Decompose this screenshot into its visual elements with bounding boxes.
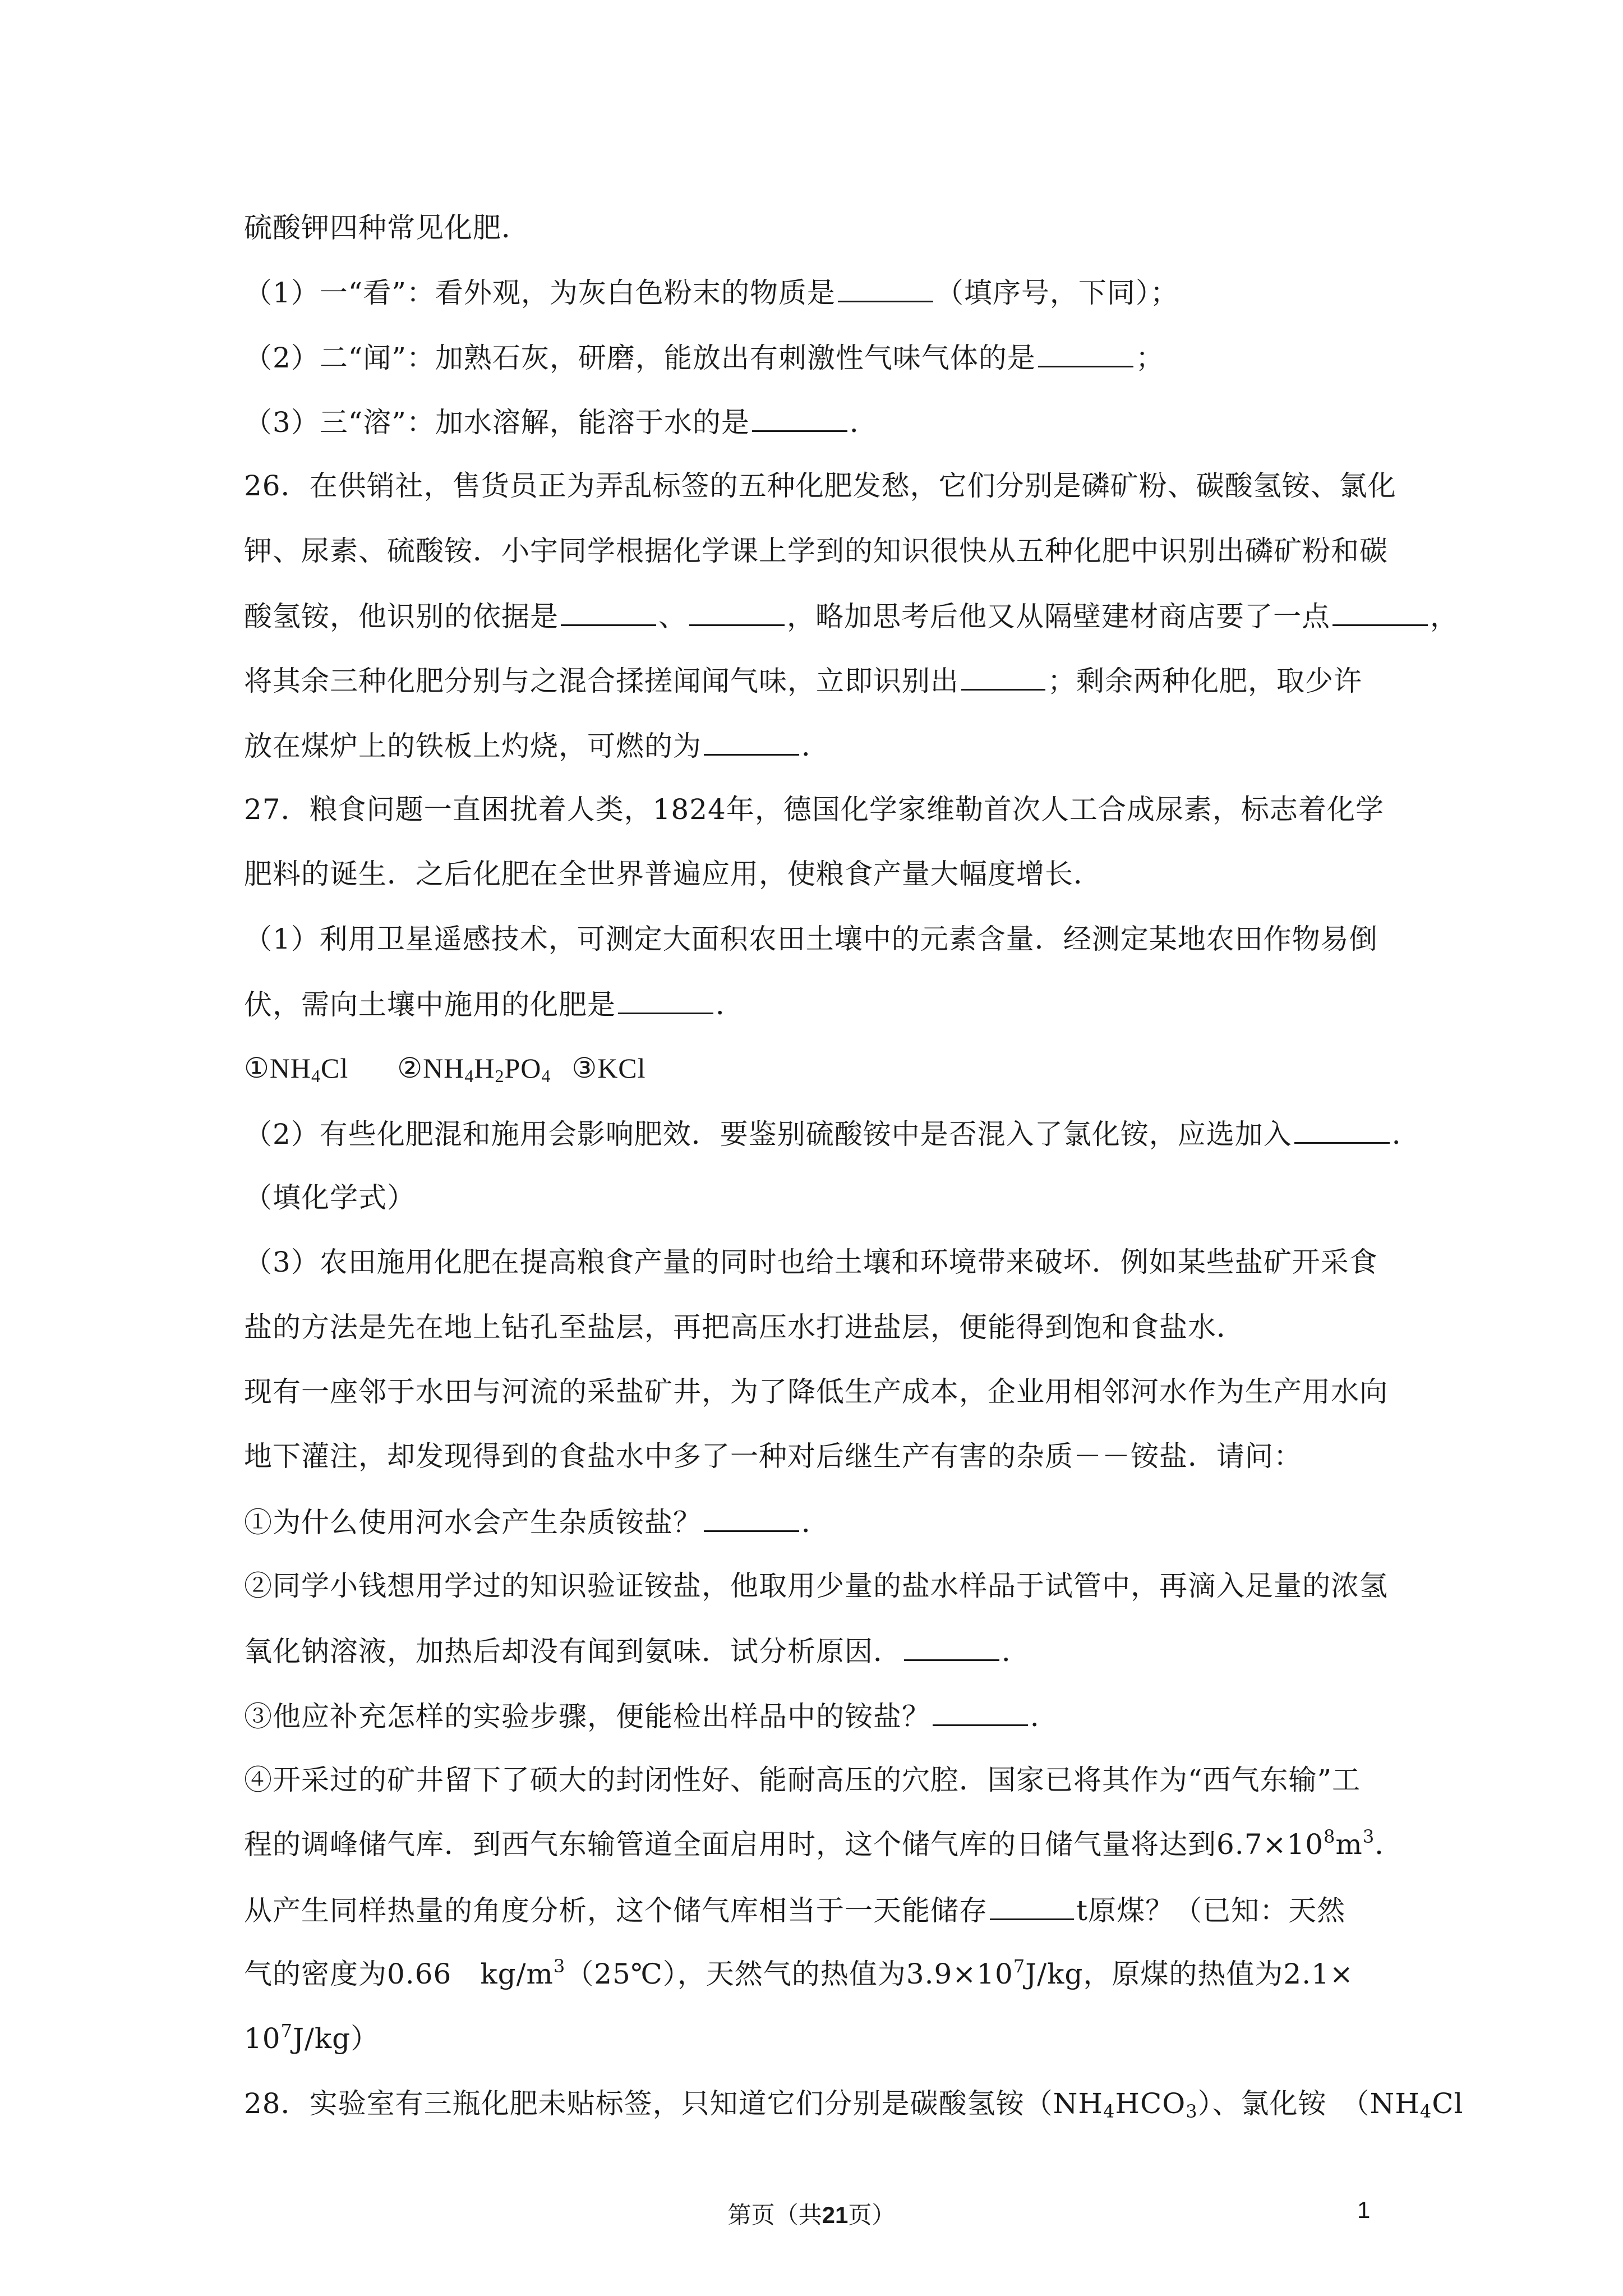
sub-question-3: ③他应补充怎样的实验步骤，便能检出样品中的铵盐？ ．	[244, 1697, 1399, 1734]
option-1: $①NH_4Cl$	[244, 1052, 349, 1086]
answer-blank[interactable]	[618, 986, 713, 1014]
question-27-part-1-line-1: （1）利用卫星遥感技术，可测定大面积农田土壤中的元素含量．经测定某地农田作物易倒	[244, 923, 1378, 955]
option-3: ③KCl	[571, 1052, 646, 1084]
option-2: $②NH_4H_2PO_4$	[397, 1052, 551, 1086]
sub-question-4-line-4: 气的密度为0.66 $kg/m^3(25℃)$，天然气的热值为$3.9\times 10^7J/kg$，原煤的热值为2.1×	[244, 1955, 1354, 1990]
options-line	[244, 1050, 1399, 1086]
answer-blank[interactable]	[704, 727, 799, 756]
answer-blank[interactable]	[838, 274, 933, 302]
question-25-part-2: （2）二“闻”：加熟石灰，研磨，能放出有刺激性气味气体的是 ；	[244, 339, 1399, 376]
answer-blank[interactable]	[961, 662, 1045, 691]
question-26-line-3: 酸氢铵，他识别的依据是 、 ，略加思考后他又从隔壁建材商店要了一点 ，	[244, 597, 1399, 634]
text-line: 硫酸钾四种常见化肥．	[244, 211, 530, 244]
question-27-line-1: 27．粮食问题一直困扰着人类，1824年，德国化学家维勒首次人工合成尿素，标志着化学	[244, 793, 1384, 826]
question-27-part-3-line-3: 现有一座邻于水田与河流的采盐矿井，为了降低生产成本，企业用相邻河水作为生产用水向	[244, 1375, 1388, 1408]
sub-question-2-line-2: 氧化钠溶液，加热后却没有闻到氨味．试分析原因． ．	[244, 1632, 1399, 1669]
question-25-part-1: （1）一“看”：看外观，为灰白色粉末的物质是 （填序号，下同）；	[244, 274, 1399, 311]
total-pages: 21	[822, 2202, 849, 2228]
sub-question-4-line-2: 程的调峰储气库．到西气东输管道全面启用时，这个储气库的日储气量将达到$6.7\times 10^8m^3$．	[244, 1826, 1404, 1861]
answer-blank[interactable]	[1038, 339, 1133, 367]
answer-blank[interactable]	[704, 1503, 799, 1532]
question-27-part-2-line-1: （2）有些化肥混和施用会影响肥效．要鉴别硫酸铵中是否混入了氯化铵，应选加入 ．	[244, 1115, 1399, 1152]
question-26-line-5: 放在煤炉上的铁板上灼烧，可燃的为 ．	[244, 727, 1399, 764]
question-26-line-2: 钾、尿素、硫酸铵．小宇同学根据化学课上学到的知识很快从五种化肥中识别出磷矿粉和碳	[244, 535, 1388, 567]
question-27-part-1-line-2: 伏，需向土壤中施用的化肥是 ．	[244, 986, 1399, 1023]
answer-blank[interactable]	[689, 597, 785, 626]
answer-blank[interactable]	[561, 597, 656, 626]
sub-question-4-line-5: $10^7J/kg$）	[244, 2020, 380, 2055]
question-26-line-1: 26．在供销社，售货员正为弄乱标签的五种化肥发愁，它们分别是磷矿粉、碳酸氢铵、氯化	[244, 470, 1396, 502]
page-footer: 第页（共21页）	[727, 2202, 896, 2228]
question-27-part-2-line-2: （填化学式）	[244, 1181, 416, 1214]
question-26-line-4: 将其余三种化肥分别与之混合揉搓闻闻气味，立即识别出 ；剩余两种化肥，取少许	[244, 662, 1399, 699]
answer-blank[interactable]	[1332, 597, 1428, 626]
page-number: 1	[1357, 2197, 1371, 2223]
answer-blank[interactable]	[990, 1892, 1074, 1920]
sub-question-1: ①为什么使用河水会产生杂质铵盐？ ．	[244, 1503, 1399, 1540]
question-28-line-1: 28．实验室有三瓶化肥未贴标签，只知道它们分别是碳酸氢铵$(NH_4HCO_3)$、氯化铵 （$NH_4Cl$	[244, 2087, 1464, 2122]
answer-blank[interactable]	[933, 1697, 1028, 1726]
question-27-part-3-line-4: 地下灌注，却发现得到的食盐水中多了一种对后继生产有害的杂质－－铵盐．请问：	[244, 1440, 1302, 1473]
answer-blank[interactable]	[904, 1632, 999, 1661]
sub-question-4-line-1: ④开采过的矿井留下了硕大的封闭性好、能耐高压的穴腔．国家已将其作为“西气东输”工	[244, 1764, 1361, 1796]
question-27-line-2: 肥料的诞生．之后化肥在全世界普遍应用，使粮食产量大幅度增长．	[244, 858, 1102, 890]
question-25-part-3: （3）三“溶”：加水溶解，能溶于水的是 ．	[244, 403, 1399, 440]
sub-question-4-line-3: 从产生同样热量的角度分析，这个储气库相当于一天能储存 t原煤？（已知：天然	[244, 1892, 1399, 1929]
question-27-part-3-line-1: （3）农田施用化肥在提高粮食产量的同时也给土壤和环境带来破坏．例如某些盐矿开采食	[244, 1246, 1378, 1278]
answer-blank[interactable]	[752, 403, 847, 432]
answer-blank[interactable]	[1294, 1115, 1390, 1144]
question-27-part-3-line-2: 盐的方法是先在地上钻孔至盐层，再把高压水打进盐层，便能得到饱和食盐水．	[244, 1311, 1245, 1343]
sub-question-2-line-1: ②同学小钱想用学过的知识验证铵盐，他取用少量的盐水样品于试管中，再滴入足量的浓氢	[244, 1570, 1388, 1602]
